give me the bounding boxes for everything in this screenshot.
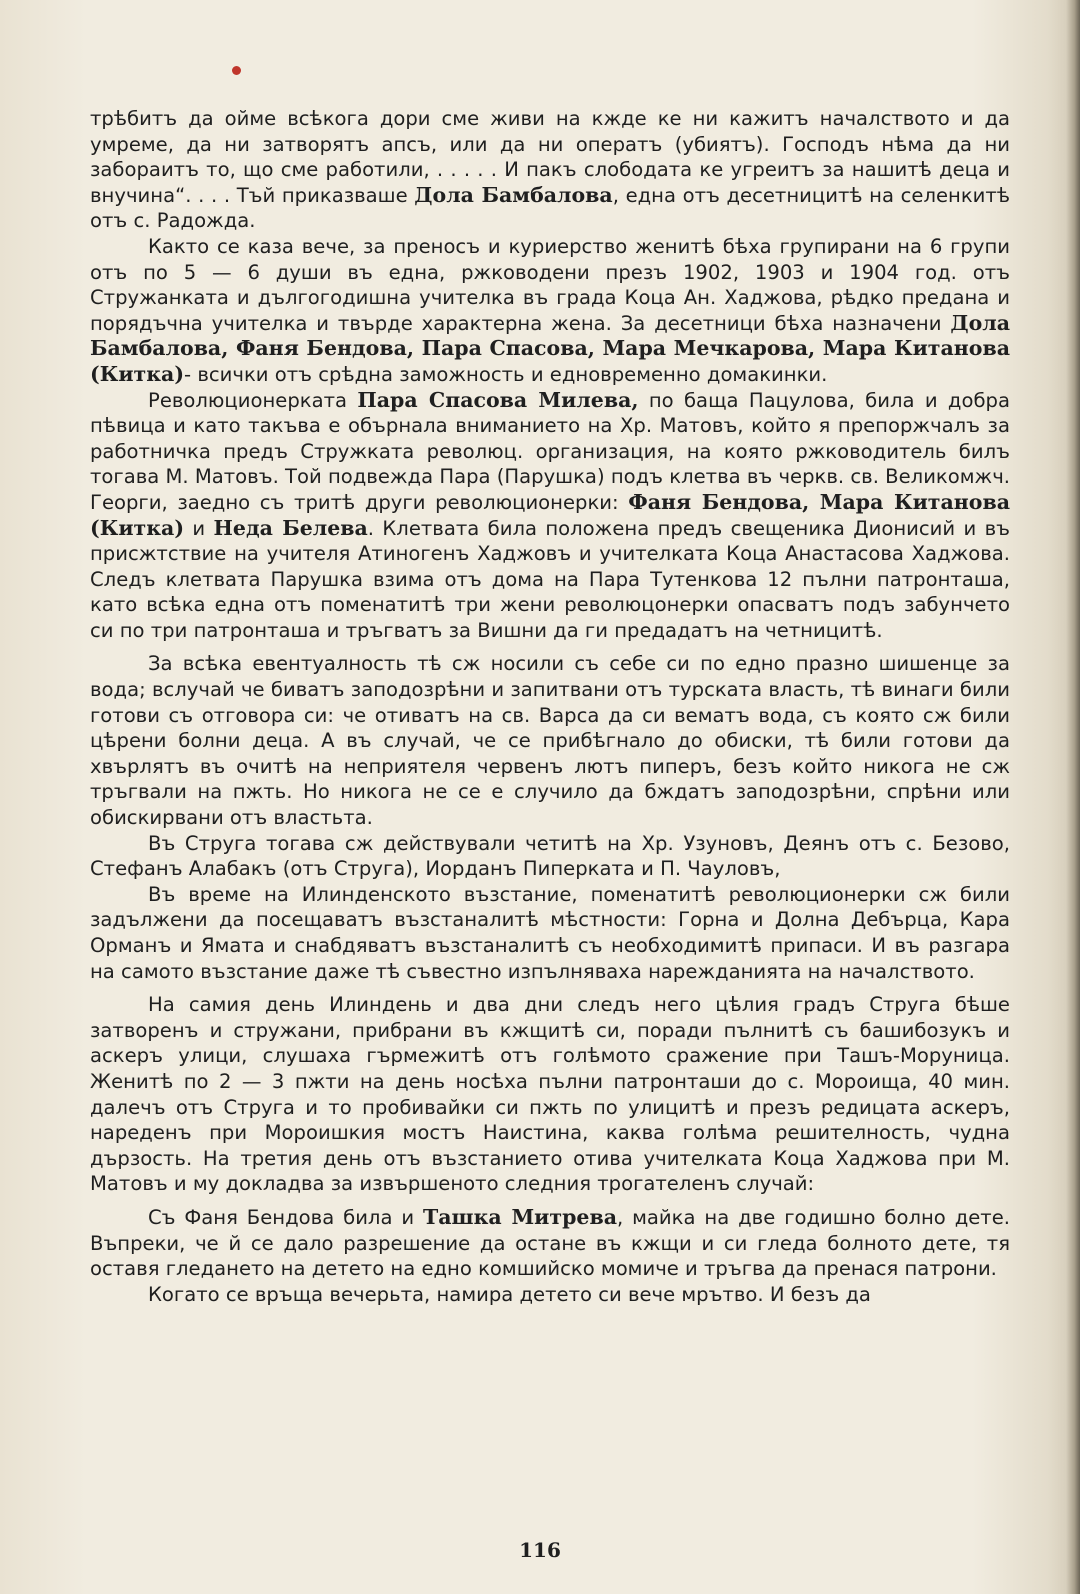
paragraph — [90, 992, 1010, 1197]
text-run: по баща Пацулова, била и добра пѣвица и като такъва е обърнала вниманието на Хр. Матовъ, който я препоржчалъ за работничка предъ Стружката революц. организация, на която ржководитель билъ тогава М. Матовъ. Той подвежда Пара (Парушка) подъ клетва въ черкв. св. Великомжч. Георги, заедно съ тритѣ други революционерки: — [90, 388, 1010, 514]
paragraph — [90, 1282, 1010, 1308]
bold-name: Ташка Митрева — [423, 1204, 617, 1229]
text-run: За всѣка евентуалность тѣ сж носили съ себе си по едно празно шишенце за вода; вслучай че биватъ заподозрѣни и запитвани отъ турската власть, тѣ винаги били готови съ отговора си: че отиватъ на св. Варса да си вематъ вода, съ която сж били цѣрени болни деца. А въ случай, че се прибѣгнало до обиски, тѣ били готови да хвърлятъ въ очитѣ на неприятеля червенъ лютъ пиперъ, безъ който никога не сж тръгвали на пжть. Но никога не се е случило да бждатъ заподозрѣни, спрѣни или обискирвани отъ властьта. — [90, 652, 1010, 830]
text-run: Въ Струга тогава сж действували четитѣ на Хр. Узуновъ, Деянъ отъ с. Безово, Стефанъ Алабакъ (отъ Струга), Иорданъ Пиперката и П. Чауловъ, — [90, 831, 1010, 881]
text-run: и — [184, 516, 214, 540]
text-run: , една отъ десетницитѣ на селенкитѣ отъ с. Радожда. — [90, 183, 1010, 233]
text-run: . Клетвата била положена предъ свещеника Дионисий и въ присжтствие на учителя Атиногенъ Хаджовъ и учителката Коца Анастасова Хаджова. Следъ клетвата Парушка взима отъ дома на Пара Тутенкова 12 пълни патронташа, като всѣка една отъ поменатитѣ три жени революцонерки опасватъ подъ забунчето си по три патронташа и тръгватъ за Вишни да ги предадатъ на четницитѣ. — [90, 516, 1010, 642]
text-run: Въ време на Илинденското възстание, поменатитѣ революционерки сж били задължени да посещаватъ възстаналитѣ мѣстности: Горна и Долна Дебърца, Кара Орманъ и Ямата и снабдяватъ възстаналитѣ съ необходимитѣ припаси. И въ разгара на самото възстание даже тѣ съвестно изпълняваха нарежданията на началството. — [90, 882, 1010, 983]
text-run: , майка на две годишно болно дете. Въпреки, че й се дало разрешение да остане въ кжщи и си гледа болното дете, тя оставя гледането на детето на едно комшийско момиче и тръгва да пренася патрони. — [90, 1205, 1010, 1281]
paragraph — [90, 651, 1010, 830]
bold-name: Фаня Бендова, Мара Китанова (Китка) — [90, 489, 1010, 540]
text-run: - всички отъ срѣдна заможность и едновременно домакинки. — [184, 362, 828, 386]
bold-name: Дола Бамбалова — [414, 182, 613, 207]
paragraph — [90, 106, 1010, 234]
text-run: трѣбитъ да ойме всѣкога дори сме живи на кжде ке ни кажитъ началството и да умреме, да ни затворятъ апсъ, или да ни оператъ (убиятъ). Господъ нѣма да ни забораитъ то, що сме работили, . . . . . И пакъ слободата ке угреитъ за нашитѣ деца и внучина“. . . . Тъй приказваше — [90, 107, 1010, 207]
text-run: Революционерката — [148, 388, 358, 412]
text-run: Когато се връща вечерьта, намира детето си вече мрътво. И безъ да — [148, 1282, 871, 1306]
bold-name: Неда Белева — [213, 515, 368, 540]
page-number: 116 — [519, 1538, 561, 1562]
text-run: Съ Фаня Бендова била и — [148, 1205, 424, 1229]
paragraph — [90, 831, 1010, 882]
paragraph — [90, 1205, 1010, 1282]
bold-name: Дола Бамбалова, Фаня Бендова, Пара Спасова, Мара Мечкарова, Мара Китанова (Китка) — [90, 310, 1010, 386]
paragraph — [90, 234, 1010, 388]
page-text-body — [90, 106, 1010, 1307]
text-run: На самия день Илиндень и два дни следъ него цѣлия градъ Струга бѣше затворенъ и стружани, прибрани въ кжщитѣ си, поради пълнитѣ съ башибозукъ и аскеръ улици, слушаха гърмежитѣ отъ голѣмото сражение при Ташъ-Моруница. Женитѣ по 2 — 3 пжти на день носѣха пълни патронташи до с. Мороища, 40 мин. далечъ отъ Струга и то пробивайки си пжть по улицитѣ и презъ редицата аскеръ, нареденъ при Мороишкия мостъ Наистина, каква голѣма решителность, чудна дързость. На третия день отъ възстанието отива учителката Коца Хаджова при М. Матовъ и му докладва за извършеното следния трогателенъ случай: — [90, 993, 1010, 1196]
bold-name: Пара Спасова Милева, — [357, 387, 639, 412]
paragraph — [90, 388, 1010, 644]
paragraph — [90, 882, 1010, 984]
page-spine-shadow — [1066, 0, 1080, 1594]
text-run: Както се каза вече, за преносъ и куриерство женитѣ бѣха групирани на 6 групи отъ по 5 — 6 души въ една, ржководени презъ 1902, 1903 и 1904 год. отъ Стружанката и дългогодишна учителка въ града Коца Ан. Хаджова, рѣдко предана и порядъчна учителка и твърде характерна жена. За десетници бѣха назначени — [90, 234, 1010, 335]
red-ink-mark — [232, 66, 241, 75]
